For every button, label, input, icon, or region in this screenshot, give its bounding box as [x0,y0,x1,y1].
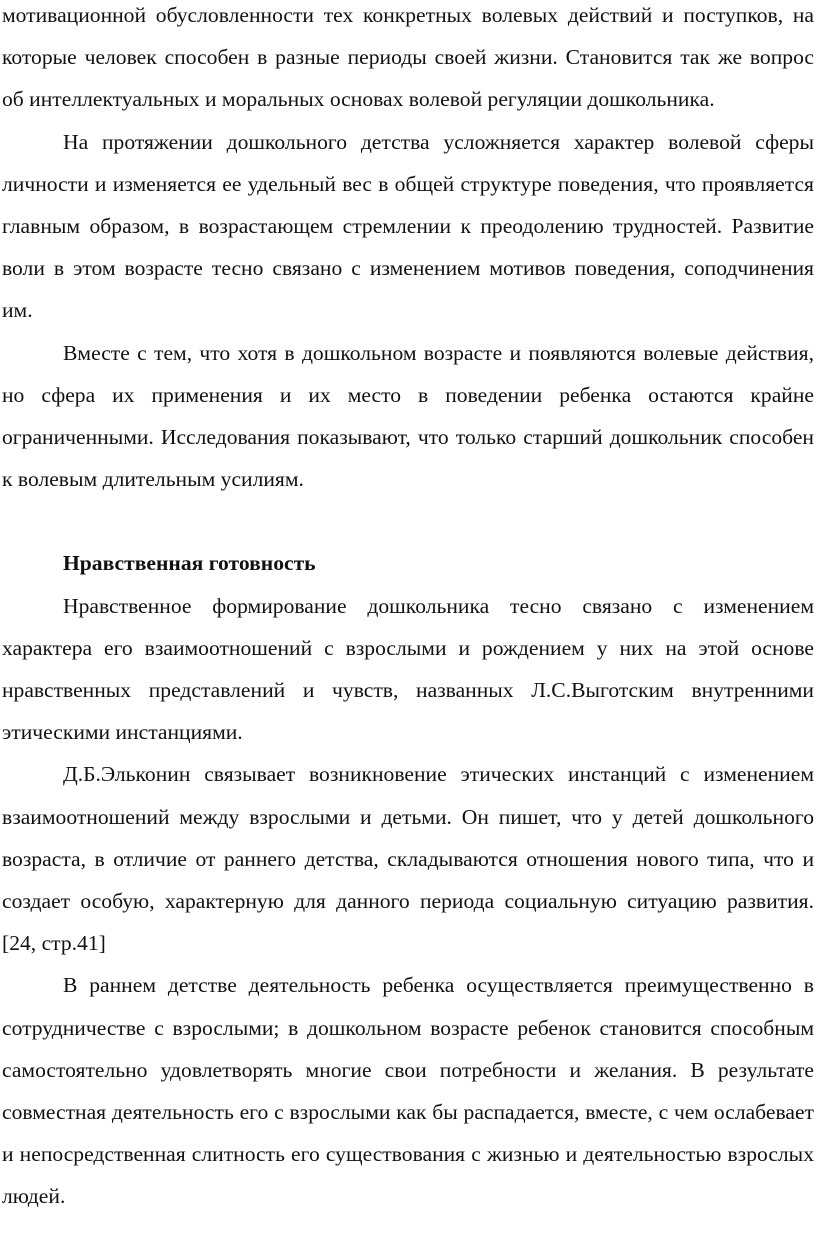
paragraph-elkonin: Д.Б.Эльконин связывает возникновение этических инстанций с изменением взаимоотношений между взрослыми и детьми. Он пишет, что у детей дошкольного возраста, в отличие от раннего детства, складываются отношения нового типа, что и создает особую, характерную для данного периода социальную ситуацию развития. [24, стр.41] [2,762,814,956]
paragraph-continuation: мотивационной обусловленности тех конкретных волевых действий и поступков, на которые человек способен в разные периоды своей жизни. Становится так же вопрос об интеллектуальных и моральных основах волевой регуляции дошкольника. [2,3,814,112]
paragraph-will-development: На протяжении дошкольного детства усложняется характер волевой сферы личности и изменяется ее удельный вес в общей структуре поведения, что проявляется главным образом, в возрастающем стремлении к преодолению трудностей. Развитие воли в этом возрасте тесно связано с изменением мотивов поведения, соподчинения им. [2,129,814,323]
document-page [2,0,814,1218]
paragraph-volitional-actions: Вместе с тем, что хотя в дошкольном возрасте и появляются волевые действия, но сфера их применения и их место в поведении ребенка остаются крайне ограниченными. Исследования показывают, что только старший дошкольник способен к волевым длительным усилиям. [2,340,814,492]
paragraph-early-childhood: В раннем детстве деятельность ребенка осуществляется преимущественно в сотрудничестве с взрослыми; в дошкольном возрасте ребенок становится способным самостоятельно удовлетворять многие свои потребности и желания. В результате совместная деятельность его с взрослыми как бы распадается, вместе, с чем ослабевает и непосредственная слитность его существования с жизнью и деятельностью взрослых людей. [2,973,814,1209]
section-heading: Нравственная готовность [63,551,316,576]
paragraph-moral-formation: Нравственное формирование дошкольника тесно связано с изменением характера его взаимоотношений с взрослыми и рождением у них на этой основе нравственных представлений и чувств, названных Л.С.Выготским внутренними этическими инстанциями. [2,593,814,745]
